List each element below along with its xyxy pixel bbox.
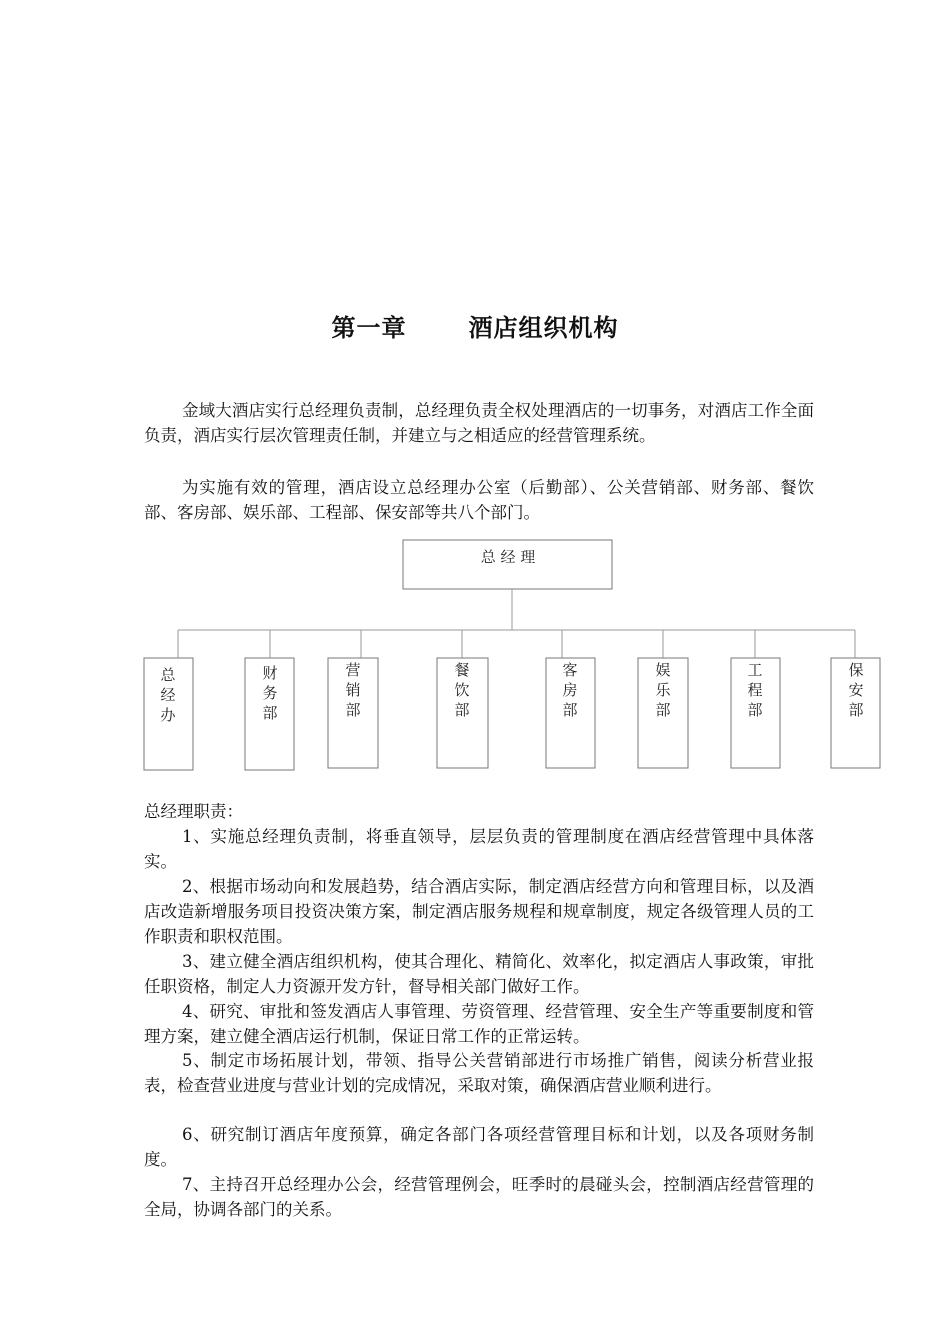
dept-label-7: 保安部 [848,661,864,719]
intro-paragraph-1: 金域大酒店实行总经理负责制，总经理负责全权处理酒店的一切事务，对酒店工作全面负责，酒店实行层次管理责任制，并建立与之相适应的经营管理系统。 [144,401,814,445]
duty-item-6: 6、研究制订酒店年度预算，确定各部门各项经营管理目标和计划，以及各项财务制度。 [144,1125,814,1169]
duty-item-5: 5、制定市场拓展计划，带领、指导公关营销部进行市场推广销售，阅读分析营业报表，检查营业进度与营业计划的完成情况，采取对策，确保酒店营业顺利进行。 [144,1051,814,1095]
chapter-name: 酒店组织机构 [468,314,619,342]
duty-item-2: 2、根据市场动向和发展趋势，结合酒店实际，制定酒店经营方向和管理目标，以及酒店改造新增服务项目投资决策方案，制定酒店服务规程和规章制度，规定各级管理人员的工作职责和职权范围。 [144,877,814,946]
duty-item-3: 3、建立健全酒店组织机构，使其合理化、精简化、效率化，拟定酒店人事政策，审批任职资格，制定人力资源开发方针，督导相关部门做好工作。 [144,952,814,996]
dept-label-0: 总经办 [160,666,176,724]
org-drop-lines [178,630,855,658]
dept-label-3: 餐饮部 [454,661,470,719]
dept-label-5: 娱乐部 [655,661,671,719]
intro-paragraph-2: 为实施有效的管理，酒店设立总经理办公室（后勤部）、公关营销部、财务部、餐饮部、客房部、娱乐部、工程部、保安部等共八个部门。 [144,478,814,522]
dept-label-1: 财务部 [262,664,278,722]
duty-item-4: 4、研究、审批和签发酒店人事管理、劳资管理、经营管理、安全生产等重要制度和管理方案，建立健全酒店运行机制，保证日常工作的正常运转。 [144,1002,814,1046]
dept-label-6: 工程部 [747,661,763,719]
duty-item-1: 1、实施总经理负责制，将垂直领导，层层负责的管理制度在酒店经营管理中具体落实。 [144,827,814,871]
dept-label-2: 营销部 [345,661,361,719]
duty-item-7: 7、主持召开总经理办公会，经营管理例会，旺季时的晨碰头会，控制酒店经营管理的全局，协调各部门的关系。 [144,1175,814,1219]
org-top-label: 总 经 理 [480,548,536,566]
chapter-title [0,308,950,343]
org-chart [0,530,950,820]
chapter-number: 第一章 [331,314,407,342]
org-department-labels [160,661,863,724]
dept-label-4: 客房部 [562,661,578,719]
org-departments [144,658,880,770]
duties-heading: 总经理职责： [144,802,243,821]
